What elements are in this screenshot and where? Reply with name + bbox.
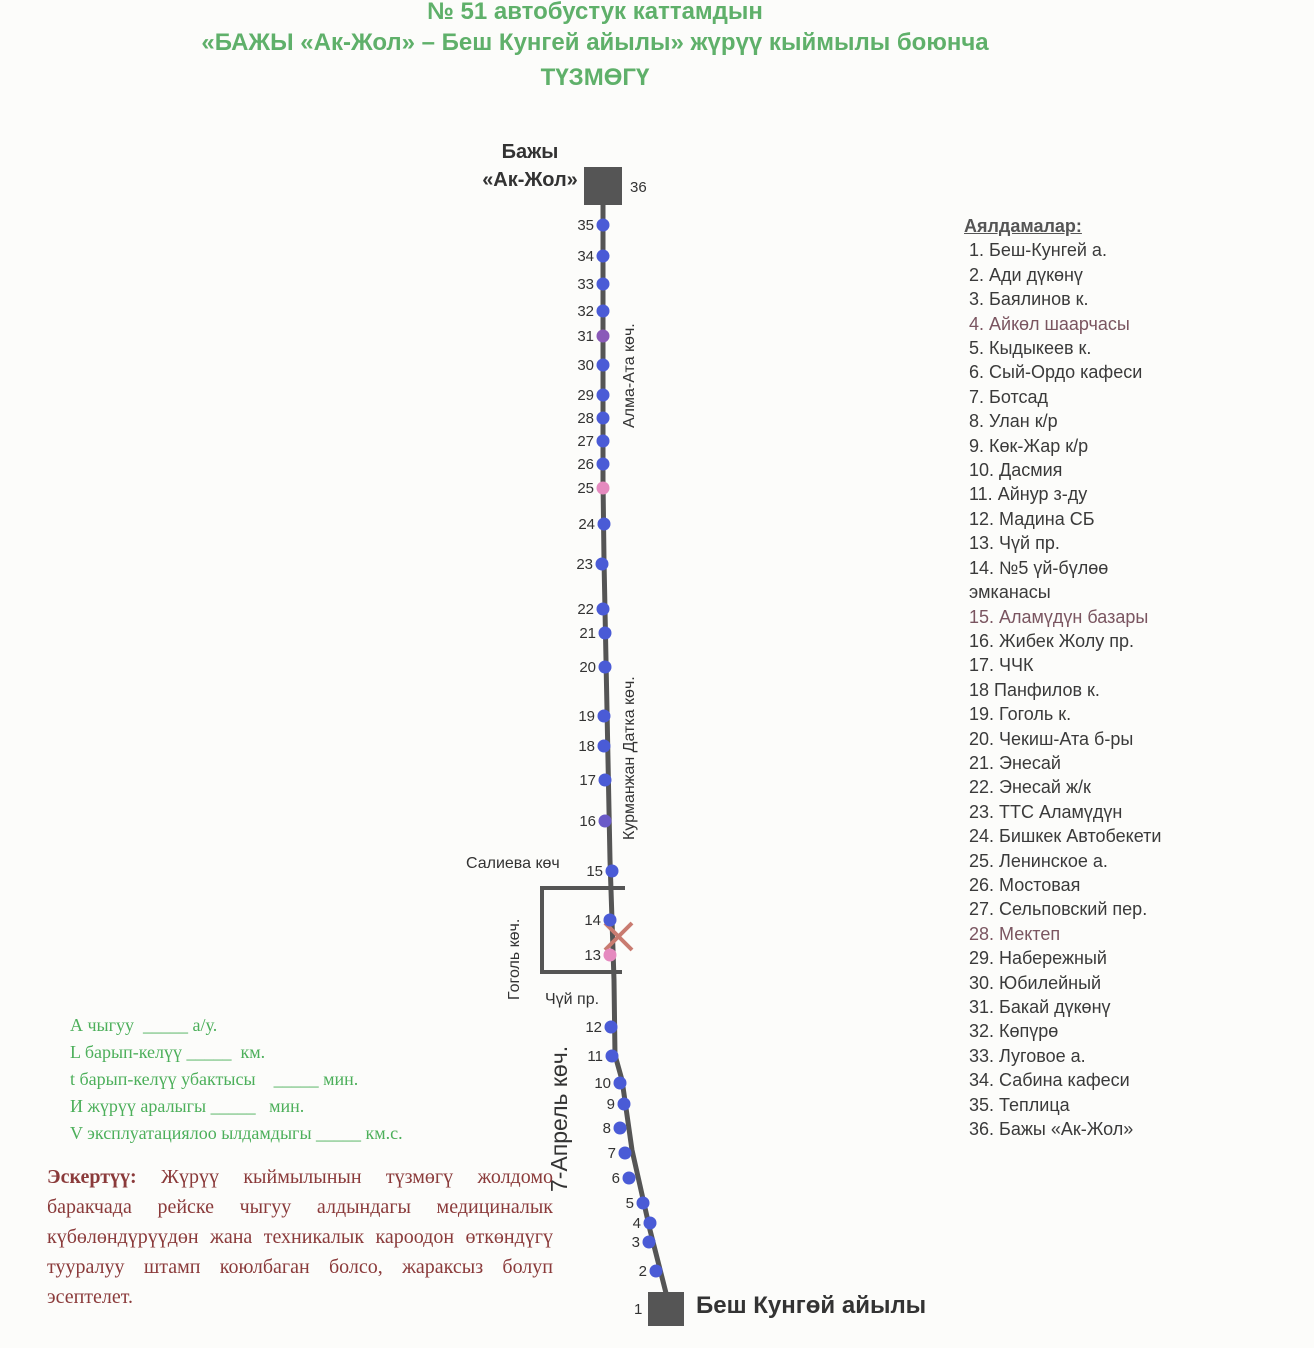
stop-number-15: 15 (586, 863, 603, 880)
street-label-salieva: Салиева көч (466, 855, 560, 872)
legend-item: 28. Мектеп (969, 923, 1061, 944)
note-text: Жүрүү кыймылынын түзмөгү жолдомо баракчада рейске чыгуу алдындагы медициналык күбөлөндүрүүдөн жана техникалык кароодон өткөндүгү тууралуу штамп коюлбаган болсо, жараксыз болуп эсептелет. (47, 1166, 553, 1308)
terminal-top-name (470, 138, 590, 194)
stop-number-2: 2 (638, 1263, 647, 1280)
terminal-bottom-marker (648, 1292, 684, 1326)
terminal-top-name-line2: «Ак-Жол» (482, 169, 578, 191)
route-parameter: V эксплуатациялоо ылдамдыгы _____ км.с. (70, 1123, 403, 1143)
stop-marker-8 (614, 1122, 627, 1135)
legend-item: 1. Беш-Кунгей а. (969, 240, 1107, 261)
legend-item: 3. Баялинов к. (969, 289, 1089, 310)
stop-marker-19 (598, 710, 611, 723)
stop-2 (639, 1263, 663, 1280)
terminal-bottom-number: 1 (634, 1301, 643, 1318)
stop-number-8: 8 (602, 1120, 611, 1137)
stop-7 (608, 1145, 632, 1162)
stop-number-7: 7 (607, 1145, 616, 1162)
stop-number-24: 24 (578, 516, 595, 533)
stop-number-30: 30 (577, 357, 594, 374)
stop-marker-32 (597, 305, 610, 318)
stop-8 (603, 1120, 627, 1137)
stop-number-12: 12 (585, 1019, 602, 1036)
legend-item: 23. ТТС Аламүдүн (969, 801, 1123, 822)
stop-number-3: 3 (631, 1234, 640, 1251)
stop-marker-14 (604, 914, 617, 927)
stop-number-35: 35 (577, 217, 594, 234)
route-parameter: А чыгуу _____ а/у. (70, 1015, 218, 1035)
legend-item: 31. Бакай дүкөнү (969, 997, 1111, 1017)
stop-marker-13 (604, 949, 617, 962)
legend-item: 20. Чекиш-Ата б-ры (969, 728, 1134, 749)
note-block (47, 1162, 553, 1312)
stop-4 (633, 1215, 657, 1232)
legend-item: 19. Гоголь к. (969, 704, 1072, 725)
legend-item: 22. Энесай ж/к (969, 777, 1091, 798)
stop-number-26: 26 (577, 456, 594, 473)
legend-item: 4. Айкөл шаарчасы (969, 313, 1130, 334)
legend-item: 5. Кыдыкеев к. (969, 338, 1092, 359)
stop-number-19: 19 (578, 708, 595, 725)
stop-marker-5 (637, 1197, 650, 1210)
stop-16 (579, 813, 611, 830)
terminal-top-number: 36 (630, 179, 647, 196)
legend-item: 17. ЧЧК (969, 655, 1034, 676)
title-line-3: ТҮЗМӨГҮ (540, 64, 650, 91)
stop-number-23: 23 (576, 556, 593, 573)
stop-marker-9 (618, 1098, 631, 1111)
stop-marker-21 (599, 627, 612, 640)
road-closure-mark (605, 923, 632, 950)
legend-item: 9. Көк-Жар к/р (969, 435, 1089, 456)
note-label: Эскертүү: (47, 1166, 137, 1188)
stop-marker-4 (644, 1217, 657, 1230)
legend-item: 32. Көпүрө (969, 1021, 1059, 1042)
stop-number-31: 31 (577, 328, 594, 345)
stop-marker-24 (598, 518, 611, 531)
stop-marker-25 (597, 482, 610, 495)
stops-layer (576, 217, 662, 1280)
stop-number-10: 10 (594, 1075, 611, 1092)
stop-marker-29 (597, 389, 610, 402)
street-label-7-april: 7-Апрель көч. (546, 1045, 572, 1192)
legend-item: 14. №5 үй-бүлөө (969, 557, 1109, 578)
stop-marker-33 (597, 278, 610, 291)
stop-marker-17 (599, 774, 612, 787)
stop-number-21: 21 (579, 625, 596, 642)
terminal-bottom-name: Беш Кунгөй айылы (696, 1292, 927, 1319)
stop-marker-7 (619, 1147, 632, 1160)
legend-item: 33. Луговое а. (969, 1045, 1086, 1066)
legend-item: 30. Юбилейный (969, 972, 1102, 993)
stop-marker-15 (606, 865, 619, 878)
stop-number-20: 20 (579, 659, 596, 676)
legend-item: 16. Жибек Жолу пр. (969, 630, 1134, 651)
route-parameter: L барып-келүү _____ км. (70, 1042, 266, 1062)
title-line-2: «БАЖЫ «Ак-Жол» – Беш Кунгей айылы» жүрүү кыймылы боюнча (201, 29, 989, 56)
legend-item: эмканасы (969, 582, 1051, 603)
route-parameter: И жүрүү аралыгы _____ мин. (70, 1096, 305, 1116)
stop-marker-18 (598, 740, 611, 753)
legend-item: 27. Сельповский пер. (969, 899, 1148, 920)
stop-number-34: 34 (577, 248, 594, 265)
legend-item: 12. Мадина СБ (969, 508, 1095, 529)
stop-number-5: 5 (625, 1195, 634, 1212)
stop-number-25: 25 (577, 480, 594, 497)
stop-marker-30 (597, 359, 610, 372)
legend-item: 21. Энесай (969, 752, 1061, 773)
stop-marker-34 (597, 250, 610, 263)
stop-number-22: 22 (577, 601, 594, 618)
stop-marker-16 (599, 815, 612, 828)
stop-number-4: 4 (632, 1215, 641, 1232)
stop-marker-26 (597, 458, 610, 471)
stop-marker-6 (623, 1172, 636, 1185)
stop-number-9: 9 (606, 1096, 615, 1113)
stop-number-27: 27 (577, 433, 594, 450)
stop-marker-2 (650, 1265, 663, 1278)
legend-items (964, 238, 1161, 1141)
stop-number-29: 29 (577, 387, 594, 404)
stops-legend (964, 214, 1161, 1141)
stop-3 (632, 1234, 656, 1251)
stop-number-28: 28 (577, 410, 594, 427)
legend-item: 29. Набережный (969, 948, 1107, 969)
legend-item: 7. Ботсад (969, 386, 1048, 407)
stop-marker-11 (606, 1050, 619, 1063)
stop-number-13: 13 (584, 947, 601, 964)
legend-heading: Аялдамалар: (964, 216, 1082, 236)
legend-item: 26. Мостовая (969, 874, 1081, 895)
legend-item: 25. Ленинское а. (969, 850, 1108, 871)
stop-number-16: 16 (579, 813, 596, 830)
legend-item: 34. Сабина кафеси (969, 1070, 1130, 1091)
stop-15 (586, 863, 618, 880)
stop-number-11: 11 (587, 1048, 603, 1065)
stop-11 (587, 1048, 618, 1065)
street-label-kurmanjan: Курманжан Датка көч. (621, 676, 638, 840)
stop-number-17: 17 (579, 772, 596, 789)
street-label-chui: Чүй пр. (545, 991, 600, 1008)
stop-marker-35 (597, 219, 610, 232)
legend-item: 24. Бишкек Автобекети (969, 826, 1162, 847)
legend-item: 15. Аламүдүн базары (969, 606, 1149, 627)
legend-item: 10. Дасмия (969, 460, 1063, 481)
stop-number-6: 6 (611, 1170, 620, 1187)
legend-item: 6. Сый-Ордо кафеси (969, 362, 1143, 383)
stop-marker-23 (596, 558, 609, 571)
stop-marker-31 (597, 330, 610, 343)
stop-marker-10 (614, 1077, 627, 1090)
stop-marker-28 (597, 412, 610, 425)
stop-number-33: 33 (577, 276, 594, 293)
legend-item: 18 Панфилов к. (969, 679, 1100, 700)
route-parameters (70, 1012, 403, 1147)
legend-item: 35. Теплица (969, 1094, 1070, 1115)
stop-marker-22 (597, 603, 610, 616)
legend-item: 2. Ади дүкөнү (969, 264, 1083, 285)
street-label-alma-ata: Алма-Ата көч. (621, 323, 638, 428)
stop-number-14: 14 (584, 912, 601, 929)
stop-marker-12 (605, 1021, 618, 1034)
legend-item: 36. Бажы «Ак-Жол» (969, 1119, 1134, 1140)
stop-marker-3 (643, 1236, 656, 1249)
stop-marker-20 (599, 661, 612, 674)
stop-number-18: 18 (578, 738, 595, 755)
stop-number-32: 32 (577, 303, 594, 320)
terminal-top-name-line1: Бажы (501, 141, 559, 163)
legend-item: 8. Улан к/р (969, 411, 1058, 432)
stop-6 (612, 1170, 636, 1187)
stop-marker-27 (597, 435, 610, 448)
title-line-1: № 51 автобустук каттамдын (427, 0, 763, 25)
legend-item: 13. Чүй пр. (969, 533, 1060, 554)
legend-item: 11. Айнур з-ду (969, 484, 1088, 505)
street-label-gogol: Гоголь көч. (506, 918, 523, 1000)
route-parameter: t барып-келүү убактысы _____ мин. (70, 1069, 359, 1089)
